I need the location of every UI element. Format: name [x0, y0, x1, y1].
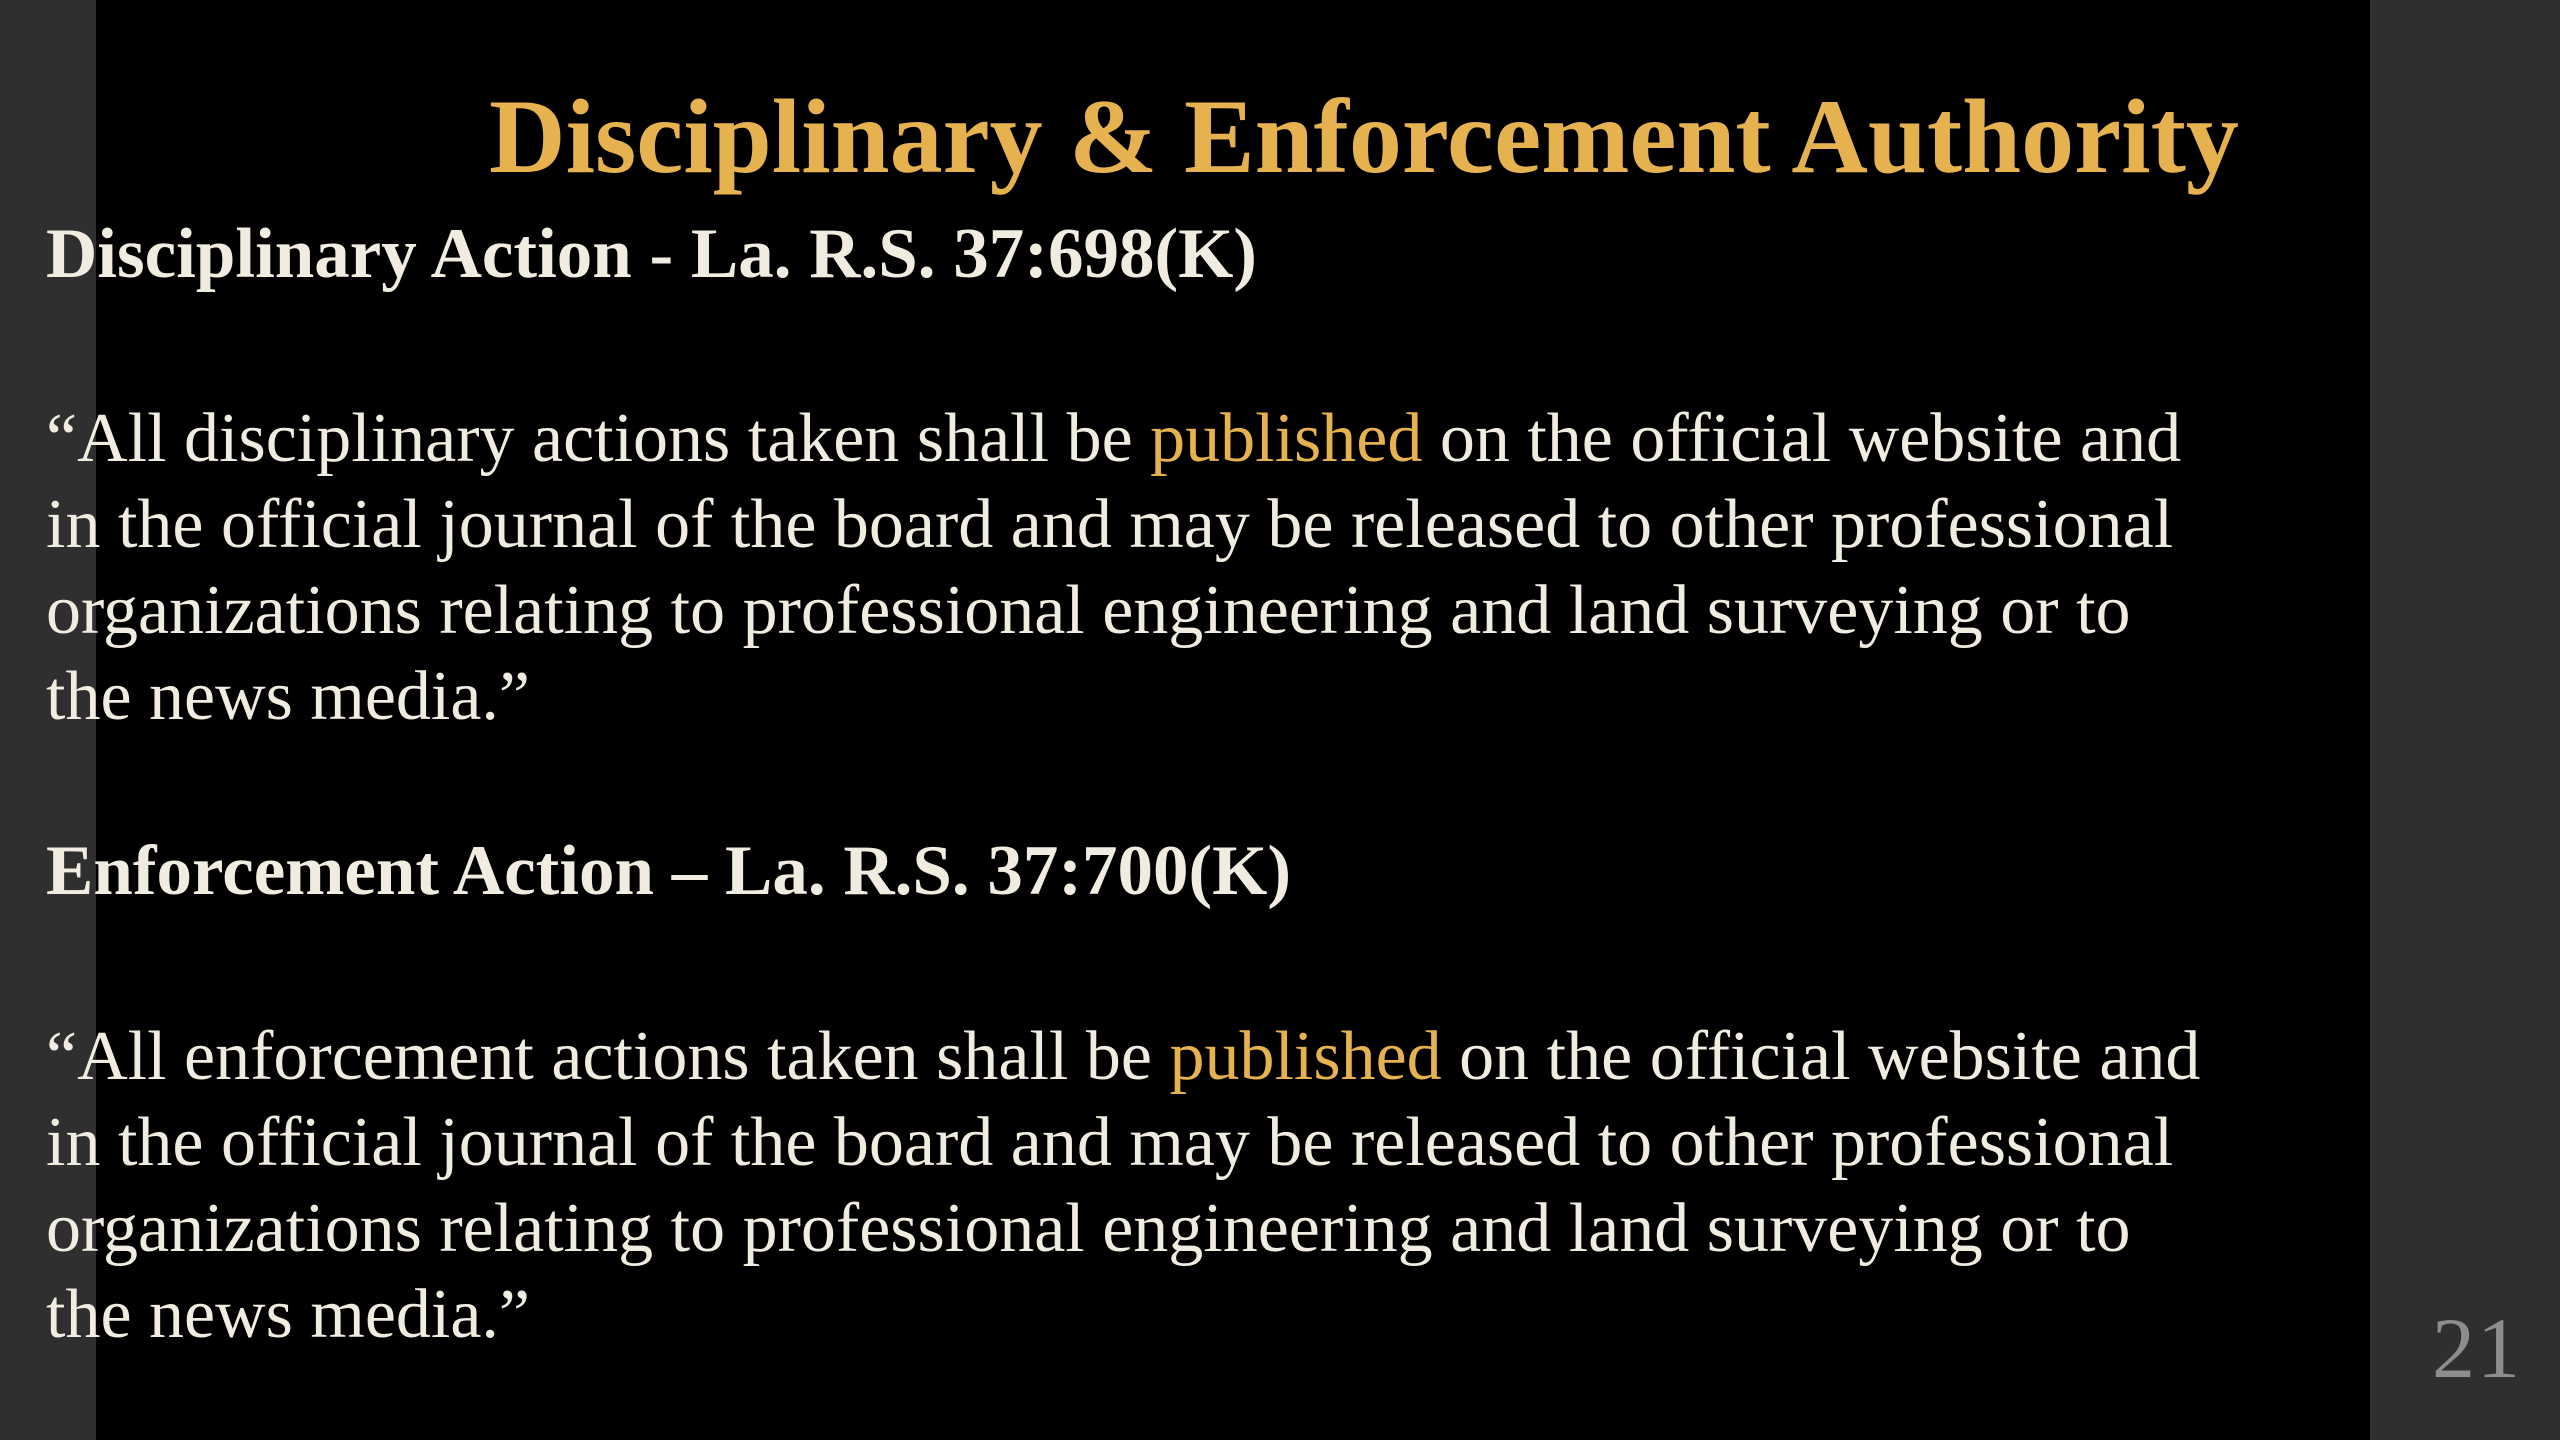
quote-line: the news media.” [46, 658, 530, 735]
enforcement-action-heading: Enforcement Action – La. R.S. 37:700(K) [46, 832, 1292, 910]
quote-line: organizations relating to professional engineering and land surveying or to [46, 572, 2131, 649]
slide-content [46, 0, 2516, 1440]
quote-line: the news media.” [46, 1276, 530, 1353]
quote-text: “All enforcement actions taken shall be [46, 1018, 1170, 1095]
quote-text: on the official website and [1441, 1018, 2201, 1095]
highlighted-word-published: published [1150, 400, 1423, 477]
quote-line: organizations relating to professional engineering and land surveying or to [46, 1190, 2131, 1267]
quote-text: “All disciplinary actions taken shall be [46, 400, 1151, 477]
disciplinary-action-quote [46, 396, 2526, 740]
quote-line: in the official journal of the board and may be released to other professional [46, 1104, 2174, 1181]
enforcement-action-quote [46, 1014, 2526, 1358]
slide-title: Disciplinary & Enforcement Authority [489, 78, 2239, 195]
quote-text: on the official website and [1422, 400, 2182, 477]
quote-line [46, 1014, 2526, 1100]
quote-line: in the official journal of the board and may be released to other professional [46, 486, 2174, 563]
highlighted-word-published: published [1169, 1018, 1442, 1095]
disciplinary-action-heading: Disciplinary Action - La. R.S. 37:698(K) [46, 215, 1257, 293]
slide-page-number: 21 [2432, 1300, 2522, 1396]
quote-line [46, 396, 2526, 482]
